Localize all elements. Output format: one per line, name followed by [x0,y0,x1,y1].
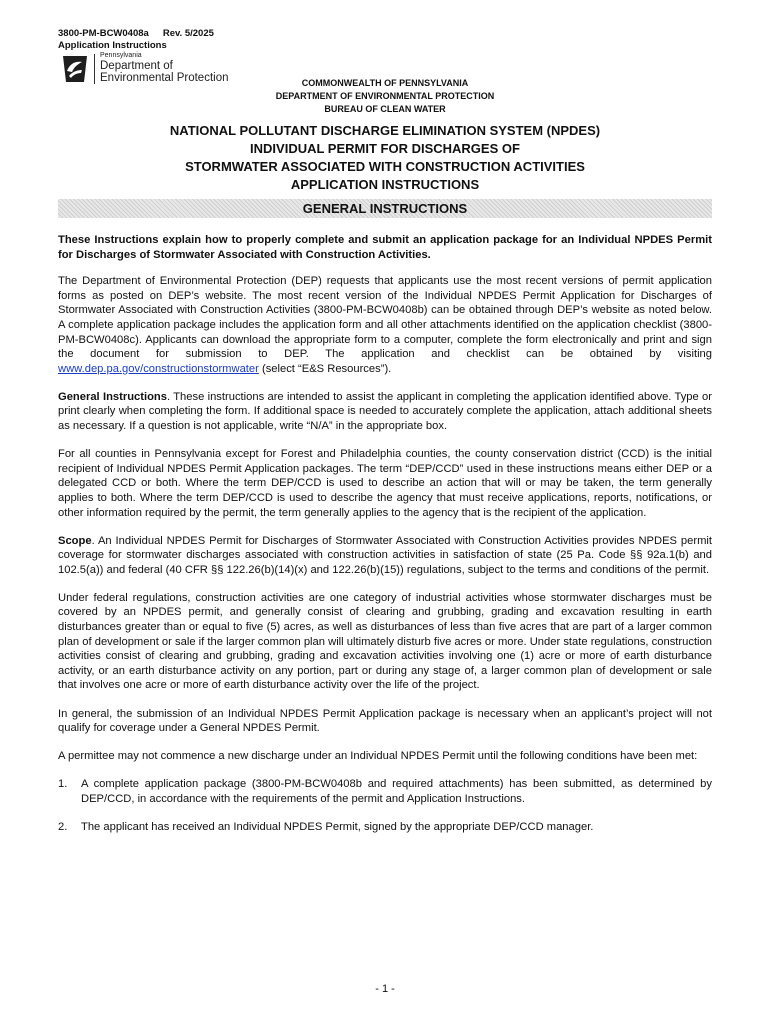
list-item [58,820,712,835]
permittee-paragraph: A permittee may not commence a new discharge under an Individual NPDES Permit until the following conditions have been met: [58,750,698,763]
dep-text: The Department of Environmental Protection (DEP) requests that applicants use the most recent versions of permit application forms as posted on DEP’s website. The most recent version of the Individual NPDES Permit Application for Discharges of Stormwater Associated with Construction Activities (3800-PM-BCW0408b) can be obtained through DEP’s website as noted below. A complete application package includes the application form and all other attachments identified on the application checklist (3800-PM-BCW0408c). Applicants can download the appropriate form to a computer, complete the form electronically and print and sign the document for submission to DEP. The application and checklist can be obtained by visiting [58,275,712,361]
general-instructions-label: General Instructions [58,390,167,403]
instructions-body [58,233,712,848]
document-title [0,122,770,194]
agency-block [0,77,770,116]
dep-text-end: (select “E&S Resources”). [258,362,392,375]
logo-dept-line1: Department of [100,60,173,72]
counties-paragraph: For all counties in Pennsylvania except for Forest and Philadelphia counties, the county conservation district (CCD) is the initial recipient of Individual NPDES Permit Application packages. The term “DEP/CCD” used in these instructions means either DEP or a delegated CCD or both. Where the term DEP/CCD is used to describe an action that will or may be taken, the term generally applies to both. Where the term DEP/CCD is used to describe the agency that must receive applications, reports, notifications, or other information required by the permit, the term generally applies to the agency that is the recipient of the application. [58,448,712,519]
logo-dept-line2: Environmental Protection [100,72,229,84]
scope-text: . An Individual NPDES Permit for Discharges of Stormwater Associated with Construction Activities provides NPDES permit coverage for stormwater discharges associated with construction activities in satisfaction of state (25 Pa. Code §§ 92a.1(b) and 102.5(a)) and federal (40 CFR §§ 122.26(b)(14)(x) and 122.26(b)(15)) regulations, subject to the terms and conditions of the permit. [58,534,712,576]
list-item-text: A complete application package (3800-PM-BCW0408b and required attachments) has been submitted, as determined by DEP/CCD, in accordance with the requirements of the permit and Application Instructions. [81,778,712,805]
logo-state: Pennsylvania [100,52,142,59]
federal-regulations-paragraph: Under federal regulations, construction activities are one category of industrial activities whose stormwater discharges must be covered by an NPDES permit, and generally consist of clearing and grubbing, grading and excavation resulting in earth disturbances greater than or equal to five (5) acres, as well as disturbances of less than five acres that are part of a larger common plan of development or sale if the larger common plan will ultimately disturb five acres or more. Under state regulations, construction activities consist of clearing and grubbing, grading and excavation activities involving one (1) acre or more of earth disturbance activity, or an earth disturbance activity on any portion, part or during any stage of, a larger common plan of development or sale that involves one acre or more of earth disturbance activity over the life of the project. [58,591,712,692]
form-header [58,28,214,52]
title-line4: APPLICATION INSTRUCTIONS [290,177,480,192]
intro-paragraph: These Instructions explain how to properly complete and submit an application package for an Individual NPDES Permit for Discharges of Stormwater Associated with Construction Activities. [58,234,712,261]
dep-paragraph [58,274,712,376]
form-id: 3800-PM-BCW0408a [58,28,149,39]
title-line3: STORMWATER ASSOCIATED WITH CONSTRUCTION ACTIVITIES [185,159,585,174]
document-type: Application Instructions [58,40,167,51]
list-item-text: The applicant has received an Individual NPDES Permit, signed by the appropriate DEP/CCD manager. [81,821,594,833]
title-line1: NATIONAL POLLUTANT DISCHARGE ELIMINATION SYSTEM (NPDES) [169,123,601,138]
agency-line1: COMMONWEALTH OF PENNSYLVANIA [301,78,469,88]
section-heading: GENERAL INSTRUCTIONS [302,201,468,216]
page-number: - 1 - [375,983,395,995]
scope-label: Scope [58,534,92,547]
construction-stormwater-link[interactable]: www.dep.pa.gov/constructionstormwater [58,362,259,375]
agency-line2: DEPARTMENT OF ENVIRONMENTAL PROTECTION [275,91,495,101]
title-line2: INDIVIDUAL PERMIT FOR DISCHARGES OF [250,141,520,156]
general-instructions-text: . These instructions are intended to assist the applicant in completing the application identified above. Type or print clearly when completing the form. If additional space is needed to accurately complete the application, attach additional sheets as necessary. If a question is not applicable, write “N/A” in the appropriate box. [58,390,712,433]
agency-line3: BUREAU OF CLEAN WATER [324,104,446,114]
scope-paragraph [58,534,712,578]
section-heading-band [58,199,712,218]
general-instructions-paragraph [58,390,712,434]
general-submission-paragraph: In general, the submission of an Individual NPDES Permit Application package is necessary when an applicant’s project will not qualify for coverage under a General NPDES Permit. [58,707,712,735]
list-item-number: 1. [58,778,68,791]
list-item [58,777,712,806]
revision: Rev. 5/2025 [162,28,214,39]
list-item-number: 2. [58,821,68,833]
